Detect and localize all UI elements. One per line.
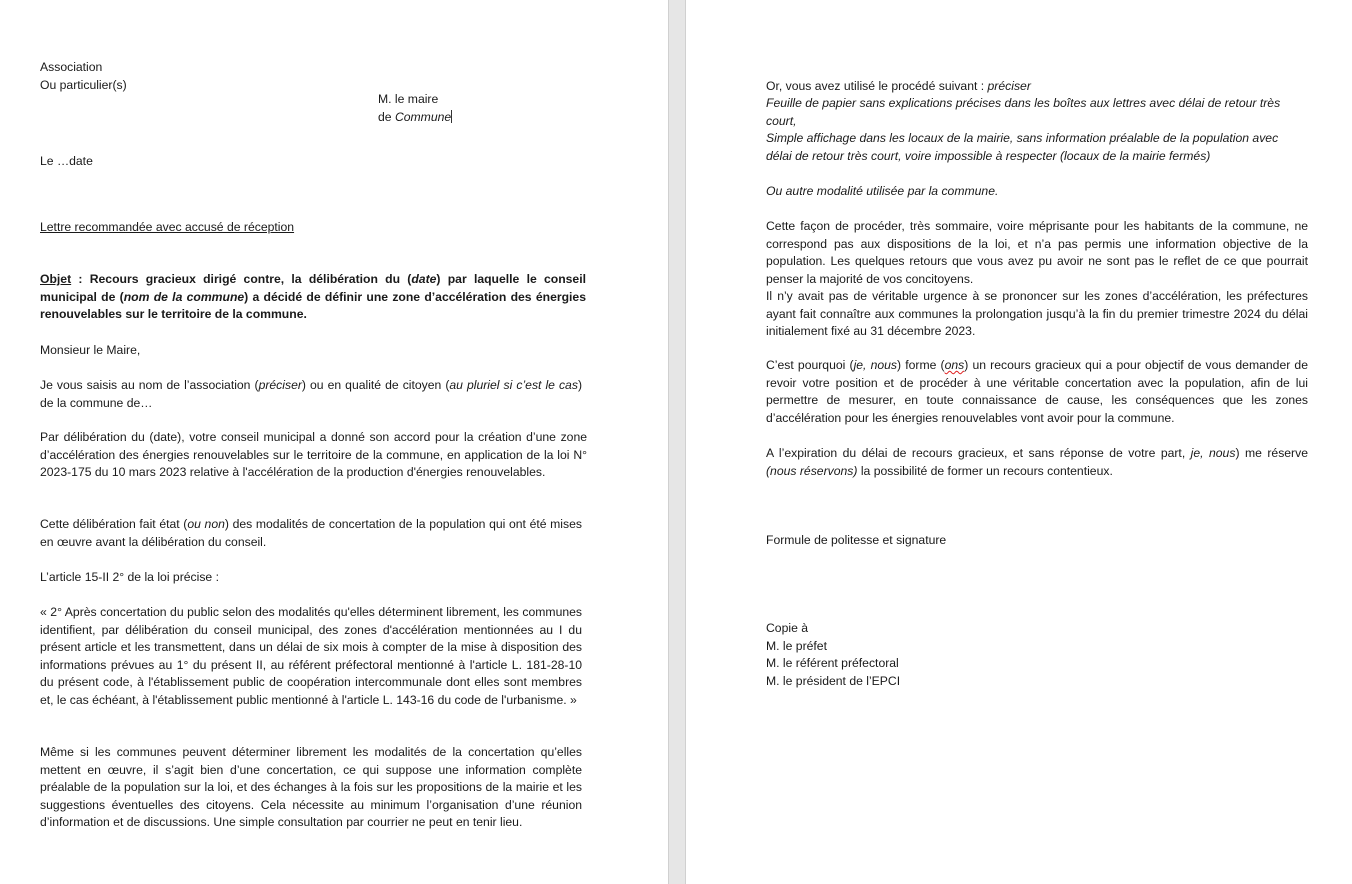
copy-line: M. le référent préfectoral [766, 656, 899, 670]
salutation: Monsieur le Maire, [40, 343, 141, 357]
article-intro: L’article 15-II 2° de la loi précise : [40, 570, 219, 584]
concertation-paragraph: Cette délibération fait état (ou non) des modalités de concertation de la population qui ont été mises en œuvre avant la délibération du conseil. [40, 517, 582, 549]
text-cursor [451, 110, 452, 123]
copy-line: M. le préfet [766, 638, 827, 653]
request-paragraph: C’est pourquoi (je, nous) forme (ons) un recours gracieux qui a pour objectif de vous demander de revoir votre position et de procéder à une véritable concertation avec la population, afin de lui permettre de mesurer, en toute connaissance de cause, les conséquences que les zones d’accélération pour les énergies renouvelables vont avoir pour la commune. [766, 358, 1308, 425]
procedure-critique-paragraph: Cette façon de procéder, très sommaire, voire méprisante pour les habitants de la commune, ne correspond pas aux dispositions de la loi, et n’a pas permis une information objective de la population. Les quelques retours que vous avez pu avoir ne sont pas le reflet de ce que pourrait penser la majorité de vos concitoyens. [766, 219, 1308, 286]
copies-block [766, 620, 900, 690]
spellcheck-word: ons [944, 358, 965, 372]
reservation-paragraph: A l’expiration du délai de recours gracieux, et sans réponse de votre part, je, nous) me réserve (nous réservons) la possibilité de former un recours contentieux. [766, 446, 1308, 478]
document-page-right [686, 0, 1352, 884]
page-gutter [668, 0, 686, 884]
object-label: Objet [40, 272, 72, 286]
registered-mail-line: Lettre recommandée avec accusé de réception [40, 220, 295, 234]
sender-line: Ou particulier(s) [40, 77, 127, 92]
letter-date: Le …date [40, 154, 93, 168]
recipient-block [378, 91, 452, 126]
sender-block [40, 59, 127, 94]
sender-line: Association [40, 60, 103, 74]
option-paper: Feuille de papier sans explications précises dans les boîtes aux lettres avec délai de retour très court, [766, 96, 1281, 128]
urgency-paragraph: Il n’y avait pas de véritable urgence à se prononcer sur les zones d’accélération, les préfectures ayant fait connaître aux communes la prolongation jusqu’à la fin du premier trimestre 2024 du délai initialement fixé au 31 décembre 2023. [766, 289, 1308, 338]
recipient-line: M. le maire [378, 92, 439, 106]
option-display: Simple affichage dans les locaux de la mairie, sans information préalable de la population avec délai de retour très court, voire impossible à respecter (locaux de la mairie fermés) [766, 131, 1279, 163]
argument-paragraph: Même si les communes peuvent déterminer librement les modalités de la concertation qu’elles mettent en œuvre, il s’agit bien d’une concertation, ce qui suppose une information complète préalable de la population sur la loi, et des échanges à la fois sur les propositions de la mairie et les suggestions éventuelles des citoyens. Cela nécessite au minimum l’organisation d’une réunion d’information et de discussions. Une simple consultation par courrier ne peut en tenir lieu. [40, 745, 582, 829]
document-page-left [0, 0, 668, 884]
option-other: Ou autre modalité utilisée par la commune. [766, 184, 999, 198]
intro-paragraph: Je vous saisis au nom de l’association (préciser) ou en qualité de citoyen (au pluriel si c’est le cas) de la commune de… [40, 378, 582, 410]
commune-placeholder: Commune [394, 109, 452, 124]
object-paragraph: Objet : Recours gracieux dirigé contre, la délibération du (date) par laquelle le conseil municipal de (nom de la commune) a décidé de définir une zone d’accélération des énergies renouvelables sur le territoire de la commune. [40, 272, 586, 321]
closing-formula: Formule de politesse et signature [766, 533, 947, 547]
deliberation-paragraph: Par délibération du (date), votre conseil municipal a donné son accord pour la création d’une zone d’accélération des énergies renouvelables sur le territoire de la commune, en application de la loi N° 2023-175 du 10 mars 2023 relative à l'accélération de la production d'énergies renouvelables. [40, 430, 587, 479]
copy-line: M. le président de l’EPCI [766, 673, 901, 688]
procedure-line: Or, vous avez utilisé le procédé suivant : préciser [766, 79, 1031, 93]
law-quote: « 2° Après concertation du public selon des modalités qu'elles déterminent librement, les communes identifient, par délibération du conseil municipal, des zones d'accélération mentionnées au I du présent article et les transmettent, dans un délai de six mois à compter de la mise à disposition des informations prévues au 1° du présent II, au référent préfectoral mentionné à l'article L. 181-28-10 du présent code, à l'établissement public de coopération intercommunale dont elles sont membres et, le cas échéant, à l'établissement public mentionné à l'article L. 143-16 du code de l'urbanisme. » [40, 605, 582, 707]
copy-line: Copie à [766, 621, 809, 635]
recipient-line: de Commune [378, 109, 452, 124]
